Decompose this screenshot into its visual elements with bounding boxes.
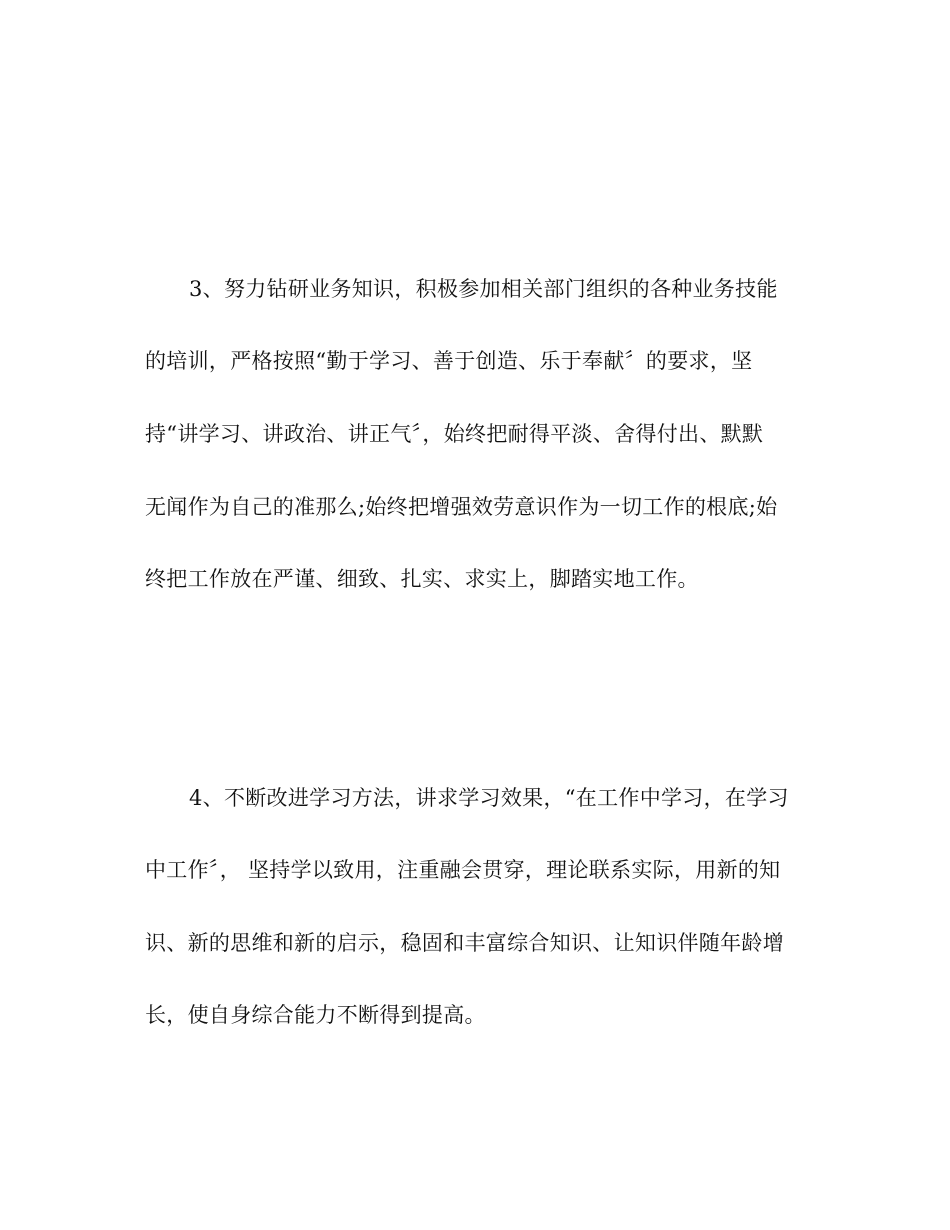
paragraph-3-line-2: 的培训，严格按照“勤于学习、善于创造、乐于奉献〞的要求，坚 [145, 349, 753, 373]
paragraph-3-line-5: 终把工作放在严谨、细致、扎实、求实上，脚踏实地工作。 [145, 567, 699, 591]
paragraph-3-line-4: 无闻作为自己的准那么;始终把增强效劳意识作为一切工作的根底;始 [145, 495, 778, 519]
paragraph-4-line-1: 4、不断改进学习方法，讲求学习效果，“在工作中学习，在学习 [189, 786, 789, 810]
paragraph-3-line-1: 3、努力钻研业务知识，积极参加相关部门组织的各种业务技能 [189, 277, 778, 301]
paragraph-3-line-3: 持“讲学习、讲政治、讲正气〞，始终把耐得平淡、舍得付出、默默 [145, 422, 764, 446]
paragraph-4-line-2: 中工作〞， 坚持学以致用，注重融会贯穿，理论联系实际，用新的知 [145, 858, 781, 882]
paragraph-4-line-3: 识、新的思维和新的启示，稳固和丰富综合知识、让知识伴随年龄增 [145, 931, 784, 955]
paragraph-4-line-4: 长，使自身综合能力不断得到提高。 [145, 1003, 486, 1027]
